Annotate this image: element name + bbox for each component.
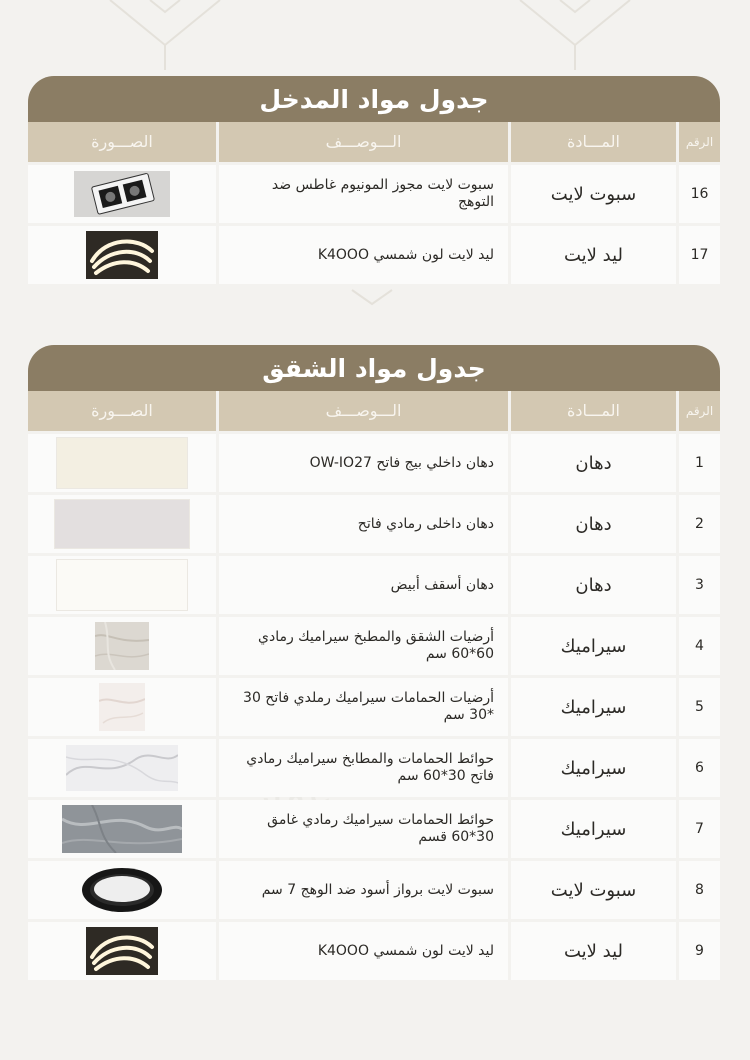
- table-header: [28, 391, 720, 431]
- row-image: [28, 922, 216, 980]
- double-spotlight-photo: [74, 171, 170, 217]
- row-description: سبوت لايت مجوز المونيوم غاطس ضد التوهج: [216, 165, 508, 223]
- table-header: [28, 122, 720, 162]
- row-description: أرضيات الشقق والمطبخ سيراميك رمادي 60*60 سم: [216, 617, 508, 675]
- row-number: 1: [676, 434, 720, 492]
- apartment-materials-table: [28, 345, 720, 980]
- row-image: [28, 739, 216, 797]
- row-description: سبوت لايت برواز أسود ضد الوهج 7 سم: [216, 861, 508, 919]
- row-number: 8: [676, 861, 720, 919]
- table-row: [28, 226, 720, 284]
- header-description: الـــوصـــف: [216, 122, 508, 162]
- row-image: [28, 617, 216, 675]
- row-description: حوائط الحمامات سيراميك رمادي غامق 30*60 قسم: [216, 800, 508, 858]
- row-description: أرضيات الحمامات سيراميك رملدي فاتح 30 *30 سم: [216, 678, 508, 736]
- table-title: جدول مواد الشقق: [28, 345, 720, 391]
- row-number: 4: [676, 617, 720, 675]
- header-number: الرقم: [676, 391, 720, 431]
- row-description: حوائط الحمامات والمطابخ سيراميك رمادي فاتح 30*60 سم: [216, 739, 508, 797]
- row-image: [28, 495, 216, 553]
- row-number: 2: [676, 495, 720, 553]
- row-material: سيراميك: [508, 739, 676, 797]
- black-round-spotlight-photo: [80, 866, 164, 914]
- table-row: [28, 617, 720, 675]
- row-image: [28, 861, 216, 919]
- white-marble-wall-tile-photo: [66, 745, 178, 791]
- table-row: [28, 739, 720, 797]
- table-row: [28, 861, 720, 919]
- row-number: 6: [676, 739, 720, 797]
- dark-marble-wall-tile-photo: [62, 805, 182, 853]
- table-row: [28, 922, 720, 980]
- table-row: [28, 165, 720, 223]
- row-material: سبوت لايت: [508, 861, 676, 919]
- entrance-materials-table: [28, 76, 720, 284]
- row-material: سيراميك: [508, 678, 676, 736]
- row-material: سيراميك: [508, 617, 676, 675]
- row-number: 3: [676, 556, 720, 614]
- row-number: 16: [676, 165, 720, 223]
- row-image: [28, 678, 216, 736]
- header-description: الـــوصـــف: [216, 391, 508, 431]
- paint-swatch: [56, 437, 188, 489]
- led-strip-photo: [86, 231, 158, 279]
- row-description: دهان داخلى رمادي فاتح: [216, 495, 508, 553]
- row-material: سبوت لايت: [508, 165, 676, 223]
- row-description: دهان أسقف أبيض: [216, 556, 508, 614]
- row-material: ليد لايت: [508, 226, 676, 284]
- table-row: [28, 800, 720, 858]
- table-row: [28, 434, 720, 492]
- row-material: دهان: [508, 556, 676, 614]
- row-image: [28, 165, 216, 223]
- row-description: دهان داخلي بيج فاتح OW-IO27: [216, 434, 508, 492]
- light-marble-tile-photo: [99, 683, 145, 731]
- row-image: [28, 434, 216, 492]
- led-strip-photo: [86, 927, 158, 975]
- row-material: دهان: [508, 495, 676, 553]
- paint-swatch: [56, 559, 188, 611]
- row-description: ليد لايت لون شمسي K4OOO: [216, 226, 508, 284]
- row-material: سيراميك: [508, 800, 676, 858]
- header-image: الصـــورة: [28, 122, 216, 162]
- row-image: [28, 226, 216, 284]
- row-number: 7: [676, 800, 720, 858]
- row-description: ليد لايت لون شمسي K4OOO: [216, 922, 508, 980]
- header-material: المـــادة: [508, 122, 676, 162]
- table-row: [28, 495, 720, 553]
- row-image: [28, 800, 216, 858]
- row-material: ليد لايت: [508, 922, 676, 980]
- row-number: 5: [676, 678, 720, 736]
- table-title: جدول مواد المدخل: [28, 76, 720, 122]
- header-number: الرقم: [676, 122, 720, 162]
- row-image: [28, 556, 216, 614]
- header-material: المـــادة: [508, 391, 676, 431]
- row-number: 9: [676, 922, 720, 980]
- grey-marble-tile-photo: [95, 622, 149, 670]
- paint-swatch: [54, 499, 190, 549]
- table-row: [28, 556, 720, 614]
- row-number: 17: [676, 226, 720, 284]
- row-material: دهان: [508, 434, 676, 492]
- table-row: [28, 678, 720, 736]
- header-image: الصـــورة: [28, 391, 216, 431]
